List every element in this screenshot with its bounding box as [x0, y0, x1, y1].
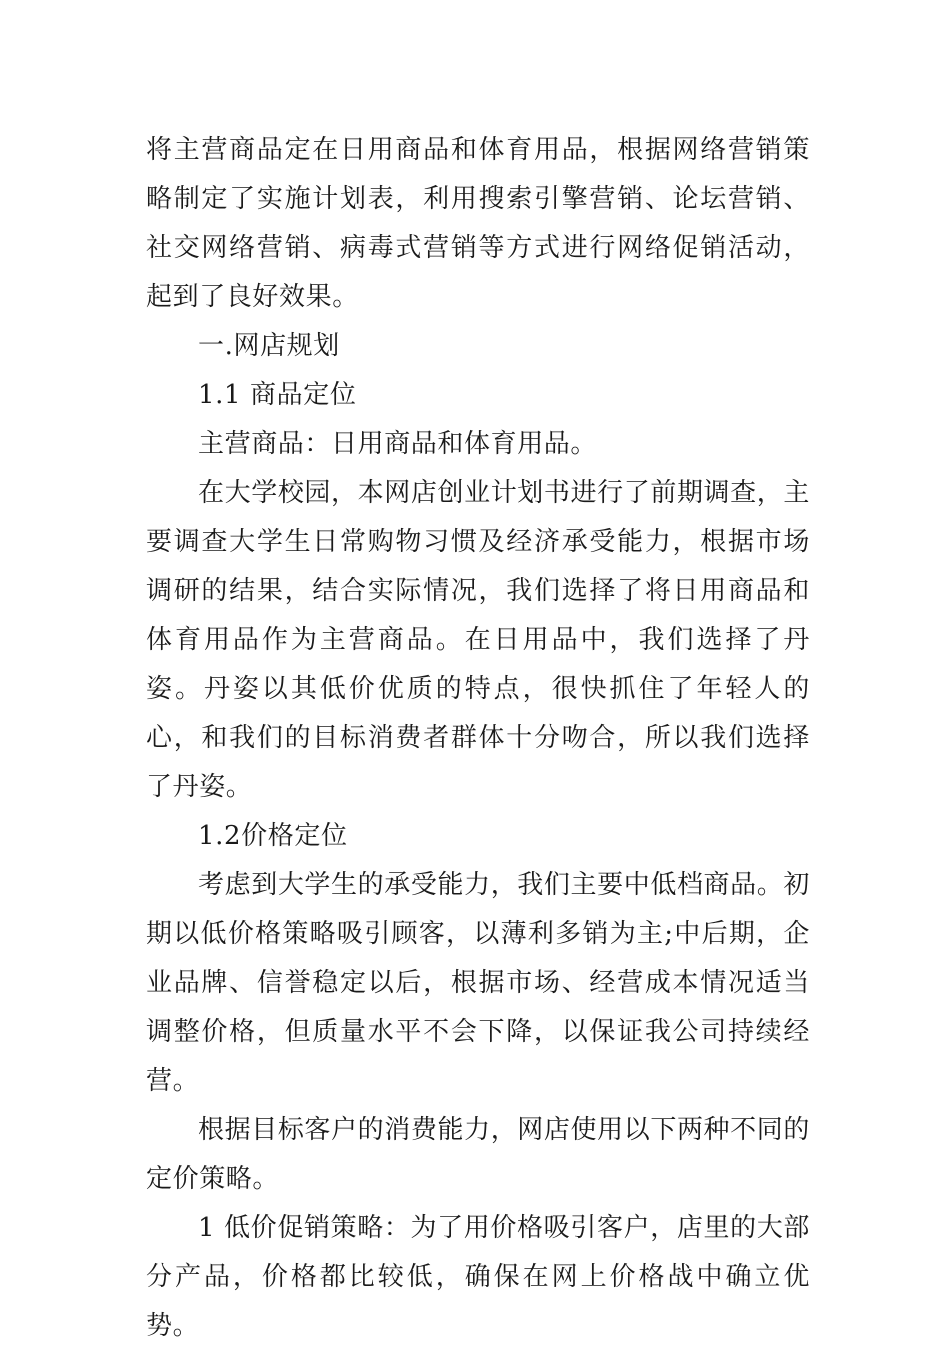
paragraph-low-price-promotion: 1 低价促销策略：为了用价格吸引客户，店里的大部分产品，价格都比较低，确保在网上价格战中确立优势。: [146, 1213, 810, 1341]
paragraph-pricing-intro: 根据目标客户的消费能力，网店使用以下两种不同的定价策略。: [146, 1115, 810, 1194]
document-body: [146, 126, 810, 1351]
paragraph-main-products: 主营商品：日用商品和体育用品。: [198, 429, 598, 459]
paragraph-price-strategy: 考虑到大学生的承受能力，我们主要中低档商品。初期以低价格策略吸引顾客，以薄利多销为主;中后期，企业品牌、信誉稳定以后，根据市场、经营成本情况适当调整价格，但质量水平不会下降，以保证我公司持续经营。: [146, 870, 810, 1096]
section-heading-online-store-planning: 一.网店规划: [198, 331, 340, 361]
subsection-heading-product-positioning: 1.1 商品定位: [198, 380, 357, 410]
paragraph-intro: 将主营商品定在日用商品和体育用品，根据网络营销策略制定了实施计划表，利用搜索引擎营销、论坛营销、社交网络营销、病毒式营销等方式进行网络促销活动，起到了良好效果。: [146, 135, 810, 312]
subsection-heading-price-positioning: 1.2价格定位: [198, 821, 348, 851]
paragraph-campus-survey: 在大学校园，本网店创业计划书进行了前期调查，主要调查大学生日常购物习惯及经济承受能力，根据市场调研的结果，结合实际情况，我们选择了将日用商品和体育用品作为主营商品。在日用品中，我们选择了丹姿。丹姿以其低价优质的特点，很快抓住了年轻人的心，和我们的目标消费者群体十分吻合，所以我们选择了丹姿。: [146, 478, 810, 802]
